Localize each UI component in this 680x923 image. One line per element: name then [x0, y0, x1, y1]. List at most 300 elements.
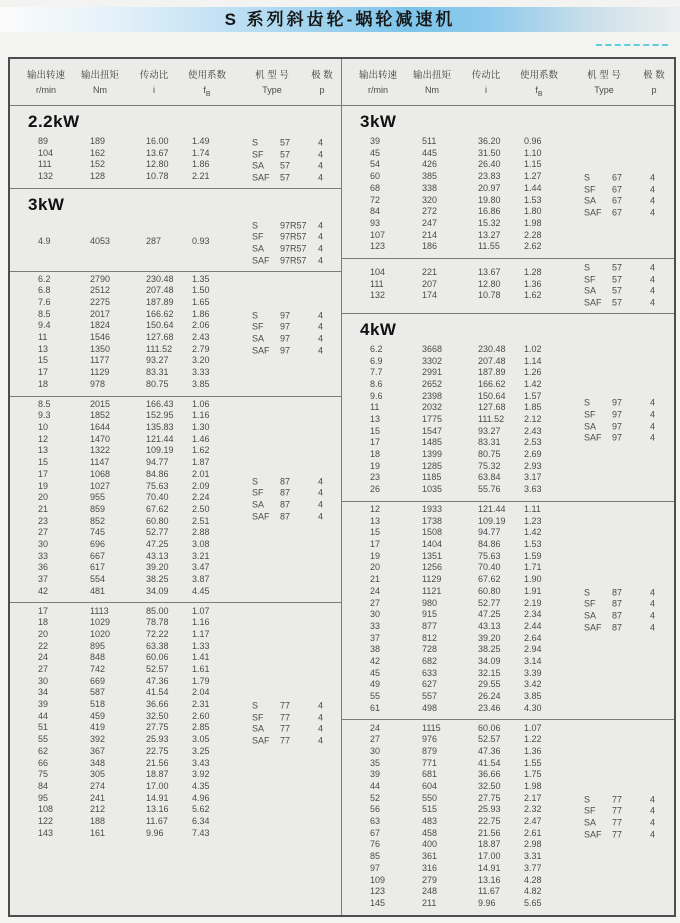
- cell-output-speed: 37: [370, 632, 381, 643]
- data-block: [342, 719, 674, 914]
- model-list: [252, 220, 323, 267]
- cell-service-factor: 1.23: [524, 515, 542, 526]
- cell-ratio: 230.48: [478, 343, 506, 354]
- cell-output-speed: 68: [370, 182, 381, 193]
- cell-output-torque: 2652: [422, 378, 443, 389]
- cell-output-speed: 36: [38, 562, 49, 573]
- cell-output-speed: 33: [370, 620, 381, 631]
- cell-output-torque: 2398: [422, 390, 443, 401]
- cell-service-factor: 1.71: [524, 562, 542, 573]
- model-poles: 4: [650, 794, 656, 805]
- cell-output-speed: 24: [38, 652, 49, 663]
- model-list: [584, 263, 655, 310]
- cell-output-speed: 6.2: [38, 273, 51, 284]
- cell-ratio: 34.09: [146, 585, 169, 596]
- table-row: [342, 484, 674, 496]
- model-size: 77: [612, 829, 623, 840]
- cell-output-speed: 38: [370, 644, 381, 655]
- cell-output-torque: 207: [422, 278, 438, 289]
- cell-output-torque: 771: [422, 757, 438, 768]
- cell-output-torque: 1350: [90, 343, 111, 354]
- table-row: [10, 781, 341, 793]
- cell-ratio: 152.95: [146, 410, 174, 421]
- model-line: [584, 286, 655, 298]
- model-poles: 4: [318, 345, 324, 356]
- cell-service-factor: 2.21: [192, 171, 210, 182]
- cell-service-factor: 1.07: [192, 605, 210, 616]
- cell-service-factor: 1.85: [524, 402, 542, 413]
- model-size: 97: [280, 345, 291, 356]
- model-prefix: SAF: [252, 735, 270, 746]
- cell-service-factor: 1.87: [192, 457, 210, 468]
- cell-service-factor: 3.31: [524, 851, 542, 862]
- cell-ratio: 13.27: [478, 229, 501, 240]
- cell-output-speed: 20: [370, 562, 381, 573]
- cell-output-torque: 2790: [90, 273, 111, 284]
- cell-output-speed: 27: [38, 664, 49, 675]
- table-row: [342, 769, 674, 781]
- model-size: 97: [612, 397, 623, 408]
- data-block: [342, 258, 674, 313]
- cell-ratio: 94.77: [146, 457, 169, 468]
- cell-output-speed: 39: [370, 136, 381, 147]
- table-row: [10, 606, 341, 618]
- cell-ratio: 26.24: [478, 691, 501, 701]
- cell-output-speed: 17: [38, 468, 49, 479]
- cell-output-torque: 128: [90, 171, 106, 182]
- table-row: [342, 851, 674, 863]
- power-section: [10, 106, 341, 188]
- cell-ratio: 84.86: [146, 468, 169, 479]
- model-line: [584, 274, 655, 286]
- cell-output-torque: 189: [90, 136, 106, 147]
- model-prefix: S: [252, 476, 259, 487]
- cell-output-speed: 13: [370, 515, 381, 526]
- cell-output-speed: 13: [370, 414, 381, 424]
- model-line: [584, 410, 655, 422]
- cell-output-torque: 511: [422, 136, 437, 147]
- model-size: 77: [280, 712, 291, 723]
- model-size: 87: [280, 511, 291, 522]
- model-prefix: SA: [584, 285, 597, 296]
- model-poles: 4: [318, 476, 324, 487]
- model-line: [584, 829, 655, 841]
- cell-output-torque: 152: [90, 159, 106, 170]
- cell-output-speed: 6.2: [370, 343, 383, 354]
- model-prefix: S: [584, 794, 591, 805]
- cell-ratio: 39.20: [478, 632, 501, 643]
- cell-output-torque: 2275: [90, 297, 111, 308]
- cell-ratio: 36.66: [478, 769, 501, 780]
- cell-output-speed: 19: [38, 480, 49, 491]
- cell-output-torque: 1738: [422, 515, 443, 526]
- cell-output-speed: 85: [370, 851, 381, 862]
- cell-output-speed: 84: [38, 780, 49, 791]
- cell-output-speed: 7.7: [370, 367, 383, 378]
- model-poles: 4: [650, 274, 656, 285]
- model-line: [584, 196, 655, 208]
- model-poles: 4: [650, 622, 656, 633]
- cell-ratio: 18.87: [146, 769, 169, 780]
- cell-service-factor: 2.79: [192, 343, 210, 354]
- table-row: [10, 539, 341, 551]
- cell-service-factor: 1.98: [524, 217, 542, 228]
- cell-output-speed: 39: [38, 699, 49, 710]
- table-row: [342, 746, 674, 758]
- model-poles: 4: [318, 735, 324, 746]
- cell-output-torque: 274: [90, 780, 106, 791]
- cell-service-factor: 1.28: [524, 266, 542, 277]
- model-prefix: S: [252, 220, 259, 231]
- cell-service-factor: 1.36: [524, 745, 542, 756]
- cell-output-speed: 72: [370, 194, 381, 205]
- model-poles: 4: [318, 255, 324, 266]
- cell-ratio: 109.19: [478, 515, 506, 526]
- cell-output-torque: 211: [422, 897, 437, 908]
- model-line: [252, 161, 323, 173]
- cell-service-factor: 1.57: [524, 390, 542, 401]
- cell-output-torque: 696: [90, 538, 106, 549]
- cell-service-factor: 4.45: [192, 585, 210, 596]
- model-list: [584, 398, 655, 445]
- table-row: [10, 652, 341, 664]
- header-unit: r/min: [36, 85, 56, 95]
- page-title: S 系列斜齿轮-蜗轮减速机: [224, 10, 456, 29]
- cell-output-speed: 35: [370, 757, 381, 768]
- table-row: [342, 449, 674, 461]
- cell-service-factor: 2.94: [524, 644, 542, 655]
- data-block: [10, 271, 341, 396]
- model-poles: 4: [650, 433, 656, 444]
- model-poles: 4: [318, 333, 324, 344]
- cell-service-factor: 2.06: [192, 320, 210, 331]
- model-size: 57: [280, 149, 291, 160]
- model-prefix: S: [252, 700, 259, 711]
- cell-output-speed: 20: [38, 492, 49, 503]
- cell-output-speed: 56: [370, 804, 381, 815]
- cell-service-factor: 1.74: [192, 147, 210, 158]
- cell-ratio: 187.89: [146, 297, 174, 308]
- cell-service-factor: 2.85: [192, 722, 210, 733]
- cell-service-factor: 1.79: [192, 675, 210, 686]
- cell-output-speed: 132: [370, 290, 386, 301]
- table-row: [10, 527, 341, 539]
- data-block: [10, 217, 341, 271]
- cell-output-speed: 19: [370, 550, 381, 561]
- cell-ratio: 19.80: [478, 194, 501, 205]
- cell-service-factor: 3.14: [524, 655, 542, 666]
- table-row: [10, 457, 341, 469]
- model-line: [584, 806, 655, 818]
- power-heading: 2.2kW: [28, 112, 80, 131]
- model-prefix: S: [584, 262, 591, 273]
- cell-service-factor: 2.47: [524, 816, 542, 827]
- model-prefix: SAF: [252, 511, 270, 522]
- table-row: [10, 410, 341, 422]
- cell-output-torque: 1775: [422, 414, 443, 424]
- cell-output-speed: 49: [370, 679, 381, 690]
- model-size: 57: [280, 172, 291, 183]
- cell-output-speed: 18: [38, 617, 49, 628]
- cell-output-torque: 1068: [90, 468, 111, 479]
- cell-ratio: 16.86: [478, 206, 501, 217]
- table-row: [10, 816, 341, 828]
- cell-ratio: 41.54: [478, 757, 501, 768]
- cell-service-factor: 1.26: [524, 367, 542, 378]
- cell-output-speed: 27: [38, 527, 49, 538]
- model-poles: 4: [318, 499, 324, 510]
- cell-ratio: 41.54: [146, 687, 169, 698]
- cell-output-speed: 132: [38, 171, 54, 182]
- cell-service-factor: 1.49: [192, 136, 210, 147]
- cell-ratio: 93.27: [146, 355, 169, 366]
- cell-service-factor: 1.62: [192, 445, 210, 456]
- table-row: [342, 527, 674, 539]
- cell-service-factor: 1.30: [192, 422, 210, 433]
- header-label: 机 型 号: [587, 70, 621, 81]
- cell-service-factor: 2.60: [192, 710, 210, 721]
- cell-output-torque: 604: [422, 781, 438, 792]
- cell-output-torque: 188: [90, 815, 106, 826]
- model-prefix: SA: [252, 499, 265, 510]
- model-line: [252, 701, 323, 713]
- model-line: [584, 611, 655, 623]
- table-row: [342, 863, 674, 875]
- model-poles: 4: [318, 149, 324, 160]
- model-line: [252, 345, 323, 357]
- cell-output-speed: 111: [370, 278, 384, 289]
- cell-output-torque: 392: [90, 734, 106, 745]
- model-line: [584, 433, 655, 445]
- cell-service-factor: 1.98: [524, 781, 542, 792]
- model-poles: 4: [650, 184, 656, 195]
- cell-output-speed: 11: [38, 332, 48, 343]
- cell-ratio: 60.06: [478, 722, 501, 733]
- cell-output-speed: 23: [38, 515, 49, 526]
- cell-ratio: 47.36: [478, 745, 501, 756]
- cell-service-factor: 2.62: [524, 241, 542, 252]
- cell-output-torque: 557: [422, 691, 438, 701]
- cell-output-speed: 67: [370, 827, 381, 838]
- table-row: [342, 758, 674, 770]
- cell-output-torque: 385: [422, 171, 438, 182]
- cell-ratio: 75.32: [478, 460, 501, 471]
- cell-ratio: 15.32: [478, 217, 501, 228]
- table-row: [342, 241, 674, 253]
- cell-ratio: 83.31: [478, 437, 501, 448]
- model-poles: 4: [318, 700, 324, 711]
- model-line: [584, 794, 655, 806]
- model-prefix: SAF: [584, 829, 602, 840]
- cell-output-speed: 51: [38, 722, 49, 733]
- column-header: [342, 59, 674, 106]
- cell-output-torque: 633: [422, 667, 438, 678]
- cell-output-torque: 915: [422, 609, 438, 620]
- table-row: [10, 297, 341, 309]
- cell-service-factor: 3.17: [524, 472, 542, 483]
- cell-ratio: 166.43: [146, 398, 174, 409]
- table-row: [10, 828, 341, 840]
- cell-service-factor: 2.61: [524, 827, 542, 838]
- cell-output-torque: 859: [90, 503, 106, 514]
- cell-output-speed: 18: [38, 378, 49, 389]
- model-poles: 4: [650, 610, 656, 621]
- header-unit: r/min: [368, 85, 388, 95]
- model-prefix: SF: [252, 712, 264, 723]
- model-poles: 4: [650, 817, 656, 828]
- cell-service-factor: 1.10: [524, 147, 542, 158]
- cell-ratio: 13.67: [478, 266, 501, 277]
- cell-ratio: 32.50: [146, 710, 169, 721]
- table-half-right: [341, 59, 674, 915]
- cell-output-torque: 221: [422, 266, 438, 277]
- model-prefix: SAF: [584, 207, 602, 218]
- cell-ratio: 127.68: [478, 402, 506, 413]
- table-row: [10, 422, 341, 434]
- cell-output-torque: 1547: [422, 425, 443, 436]
- cell-ratio: 83.31: [146, 367, 169, 378]
- cell-ratio: 47.25: [478, 609, 501, 620]
- table-row: [342, 734, 674, 746]
- model-line: [252, 488, 323, 500]
- model-prefix: S: [584, 587, 591, 598]
- header-label: 极 数: [643, 70, 665, 81]
- cell-ratio: 13.67: [146, 147, 169, 158]
- table-row: [342, 574, 674, 586]
- table-row: [10, 367, 341, 379]
- model-size: 87: [612, 599, 623, 609]
- cell-output-speed: 34: [38, 687, 49, 698]
- table-row: [342, 461, 674, 473]
- model-size: 57: [612, 262, 623, 273]
- model-line: [584, 208, 655, 220]
- model-size: 77: [612, 794, 623, 805]
- cell-output-torque: 241: [90, 792, 106, 803]
- power-heading: 3kW: [360, 112, 397, 131]
- cell-output-speed: 27: [370, 734, 381, 745]
- cell-service-factor: 1.16: [192, 410, 210, 421]
- model-poles: 4: [318, 137, 324, 148]
- cell-output-speed: 54: [370, 159, 381, 170]
- cell-output-torque: 852: [90, 515, 106, 526]
- cell-output-speed: 61: [370, 702, 381, 713]
- cell-ratio: 43.13: [146, 550, 169, 561]
- cell-ratio: 27.75: [478, 792, 501, 803]
- cell-service-factor: 2.64: [524, 632, 542, 643]
- cell-ratio: 22.75: [478, 816, 501, 827]
- cell-output-speed: 8.6: [370, 378, 383, 389]
- cell-service-factor: 4.96: [192, 792, 210, 803]
- cell-ratio: 166.62: [478, 378, 506, 389]
- cell-service-factor: 2.53: [524, 437, 542, 448]
- model-size: 57: [612, 297, 623, 308]
- model-size: 97: [612, 421, 623, 432]
- cell-service-factor: 5.62: [192, 804, 210, 815]
- cell-output-torque: 186: [422, 241, 438, 252]
- cell-output-speed: 97: [370, 862, 381, 873]
- model-size: 97R57: [280, 255, 307, 266]
- header-unit: $f_B$: [535, 85, 543, 98]
- cell-service-factor: 2.12: [524, 414, 542, 424]
- cell-service-factor: 1.62: [524, 290, 542, 301]
- model-size: 77: [280, 700, 291, 711]
- cell-ratio: 75.63: [478, 550, 501, 561]
- table-row: [342, 504, 674, 516]
- model-line: [252, 511, 323, 523]
- model-list: [584, 173, 655, 220]
- header-unit: i: [153, 85, 155, 95]
- model-poles: 4: [318, 232, 324, 242]
- header-label: 使用系数: [187, 70, 226, 81]
- model-size: 67: [612, 207, 623, 218]
- cell-output-speed: 30: [38, 538, 49, 549]
- cell-service-factor: 3.77: [524, 862, 542, 873]
- model-line: [584, 622, 655, 634]
- table-row: [10, 399, 341, 411]
- cell-output-speed: 13: [38, 343, 49, 354]
- cell-output-torque: 848: [90, 652, 106, 663]
- header-label: 极 数: [311, 70, 333, 81]
- cell-output-speed: 122: [38, 815, 54, 826]
- model-prefix: SA: [584, 421, 597, 432]
- model-list: [252, 310, 323, 357]
- model-poles: 4: [318, 487, 324, 498]
- cell-output-speed: 22: [38, 640, 49, 651]
- table-row: [342, 379, 674, 391]
- cell-service-factor: 1.33: [192, 640, 210, 651]
- model-poles: 4: [650, 829, 656, 840]
- cell-service-factor: 2.09: [192, 480, 210, 491]
- cell-output-torque: 1113: [90, 605, 109, 616]
- model-line: [252, 500, 323, 512]
- data-block: [10, 396, 341, 603]
- model-prefix: SAF: [584, 622, 602, 633]
- cell-output-speed: 63: [370, 816, 381, 827]
- cell-output-torque: 498: [422, 702, 438, 713]
- cell-output-torque: 272: [422, 206, 438, 217]
- model-line: [252, 712, 323, 724]
- cell-service-factor: 3.20: [192, 355, 210, 366]
- cell-output-torque: 1933: [422, 504, 443, 514]
- cell-output-torque: 1115: [422, 722, 441, 733]
- cell-output-speed: 13: [38, 445, 49, 456]
- cell-ratio: 52.57: [146, 664, 169, 675]
- cell-output-speed: 111: [38, 159, 52, 170]
- cell-output-torque: 426: [422, 159, 438, 170]
- cell-service-factor: 1.50: [192, 285, 210, 296]
- header-unit: p: [651, 85, 657, 95]
- model-poles: 4: [318, 160, 324, 171]
- model-poles: 4: [318, 243, 324, 254]
- cell-output-torque: 212: [90, 804, 106, 815]
- data-block: [10, 602, 341, 844]
- cell-output-speed: 108: [38, 804, 54, 815]
- cell-output-torque: 550: [422, 792, 438, 803]
- cell-ratio: 17.00: [146, 780, 169, 791]
- cell-output-torque: 1129: [422, 574, 442, 585]
- cell-service-factor: 1.86: [192, 159, 210, 170]
- model-line: [252, 149, 323, 161]
- cell-output-torque: 419: [90, 722, 106, 733]
- table-row: [342, 644, 674, 656]
- model-prefix: SF: [252, 232, 264, 242]
- model-size: 67: [612, 184, 623, 195]
- model-prefix: SA: [584, 610, 597, 621]
- model-line: [252, 736, 323, 748]
- header-unit: Type: [594, 85, 614, 95]
- cell-output-torque: 681: [422, 769, 438, 780]
- model-size: 97: [280, 333, 291, 344]
